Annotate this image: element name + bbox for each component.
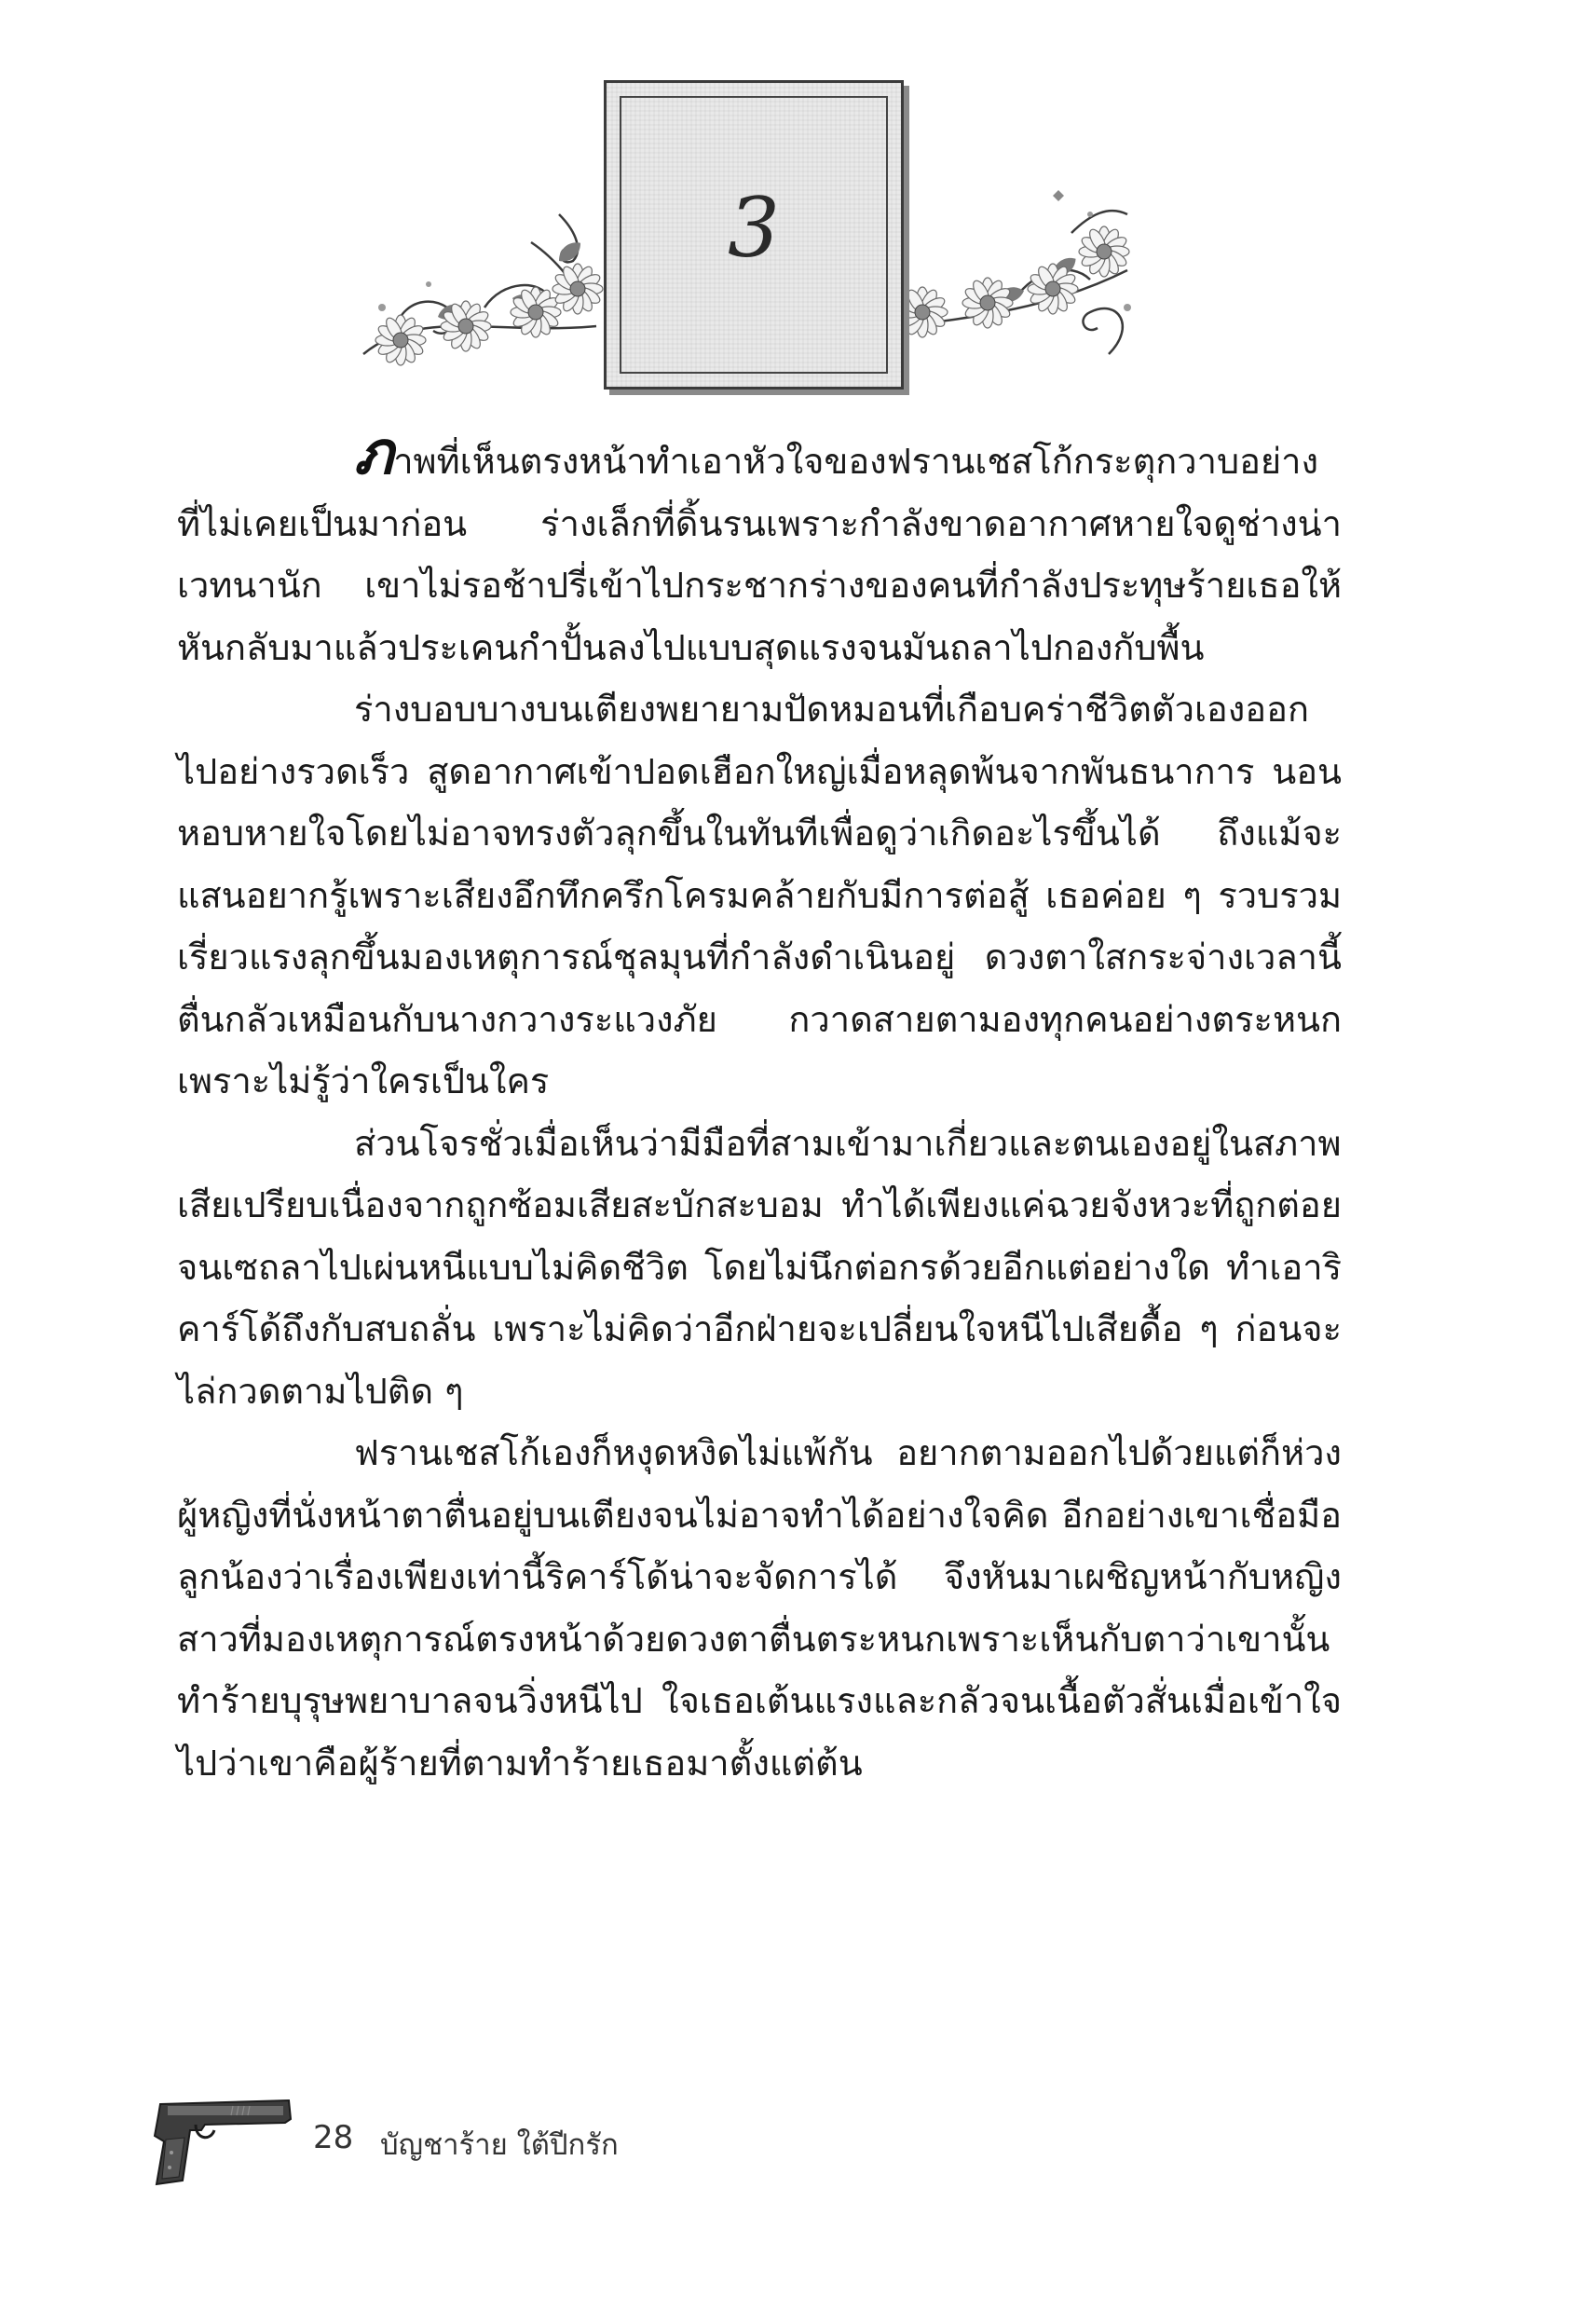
paragraph — [177, 1113, 1342, 1423]
paragraph-text: ร่างบอบบางบนเตียงพยายามปัดหมอนที่เกือบคร่าชีวิตตัวเองออกไปอย่างรวดเร็ว สูดอากาศเข้าปอดเฮือกใหญ่เมื่อหลุดพ้นจากพันธนาการ นอนหอบหายใจโดยไม่อาจทรงตัวลุกขึ้นในทันทีเพื่อดูว่าเกิดอะไรขึ้นได้ ถึงแม้จะแสนอยากรู้เพราะเสียงอึกทึกครึกโครมคล้ายกับมีการต่อสู้ เธอค่อย ๆ รวบรวมเรี่ยวแรงลุกขึ้นมองเหตุการณ์ชุลมุนที่กำลังดำเนินอยู่ ดวงตาใสกระจ่างเวลานี้ตื่นกลัวเหมือนกับนางกวางระแวงภัย กวาดสายตามองทุกคนอย่างตระหนกเพราะไม่รู้ว่าใครเป็นใคร — [177, 689, 1342, 1101]
running-title: บัญชาร้าย ใต้ปีกรัก — [380, 2128, 619, 2162]
paragraph — [177, 418, 1342, 678]
page-number: 28 — [313, 2119, 354, 2156]
chapter-number: 3 — [728, 180, 780, 276]
page-footer — [149, 2087, 801, 2190]
chapter-number-frame — [604, 80, 904, 390]
paragraph-text: ฟรานเชสโก้เองก็หงุดหงิดไม่แพ้กัน อยากตามออกไปด้วยแต่ก็ห่วงผู้หญิงที่นั่งหน้าตาตื่นอยู่บนเตียงจนไม่อาจทำได้อย่างใจคิด อีกอย่างเขาเชื่อมือลูกน้องว่าเรื่องเพียงเท่านี้ริคาร์โด้น่าจะจัดการได้ จึงหันมาเผชิญหน้ากับหญิงสาวที่มองเหตุการณ์ตรงหน้าด้วยดวงตาตื่นตระหนกเพราะเห็นกับตาว่าเขานั้นทำร้ายบุรุษพยาบาลจนวิ่งหนีไป ใจเธอเต้นแรงและกลัวจนเนื้อตัวสั่นเมื่อเข้าใจไปว่าเขาคือผู้ร้ายที่ตามทำร้ายเธอมาตั้งแต่ต้น — [177, 1432, 1342, 1784]
paragraph-text: าพที่เห็นตรงหน้าทำเอาหัวใจของฟรานเชสโก้กระตุกวาบอย่างที่ไม่เคยเป็นมาก่อน ร่างเล็กที่ดิ้นรนเพราะกำลังขาดอากาศหายใจดูช่างน่าเวทนานัก เขาไม่รอช้าปรี่เข้าไปกระชากร่างของคนที่กำลังประทุษร้ายเธอให้หันกลับมาแล้วประเคนกำปั้นลงไปแบบสุดแรงจนมันถลาไปกองกับพื้น — [177, 441, 1342, 668]
paragraph — [177, 678, 1342, 1113]
paragraph-text: ส่วนโจรชั่วเมื่อเห็นว่ามีมือที่สามเข้ามาเกี่ยวและตนเองอยู่ในสภาพเสียเปรียบเนื่องจากถูกซ้อมเสียสะบักสะบอม ทำได้เพียงแค่ฉวยจังหวะที่ถูกต่อยจนเซถลาไปเผ่นหนีแบบไม่คิดชีวิต โดยไม่นึกต่อกรด้วยอีกแต่อย่างใด ทำเอาริคาร์โด้ถึงกับสบถลั่น เพราะไม่คิดว่าอีกฝ่ายจะเปลี่ยนใจหนีไปเสียดื้อ ๆ ก่อนจะไล่กวดตามไปติด ๆ — [177, 1122, 1342, 1412]
drop-cap: ภ — [354, 418, 394, 488]
chapter-body — [177, 418, 1342, 1794]
paragraph — [177, 1422, 1342, 1794]
pistol-icon — [149, 2087, 298, 2190]
